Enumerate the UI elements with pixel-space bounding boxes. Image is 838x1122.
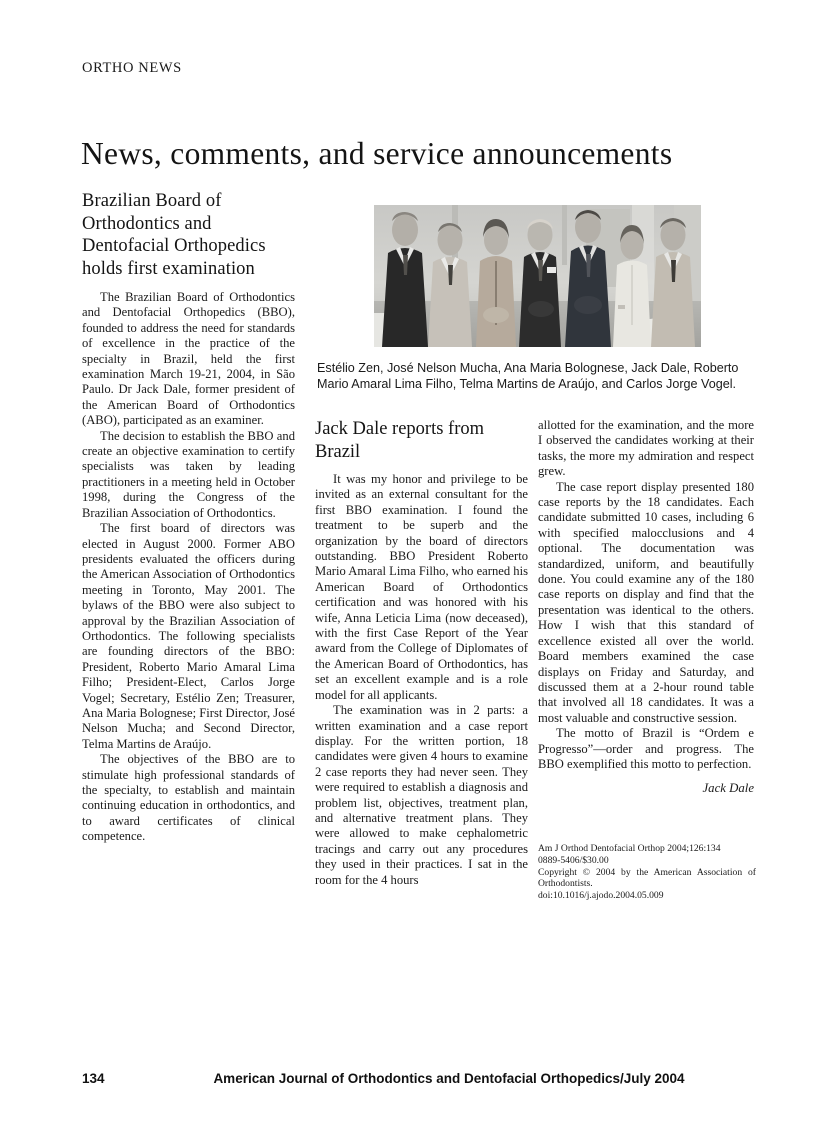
paragraph: The examination was in 2 parts: a written examination and a case report display. For the written portion, 18 candidates were given 4 hours to examine 2 case reports they had never seen. They were required to establish a diagnosis and problem list, objectives, treatment plan, and alternative treatment plans. They were allowed to make cephalometric tracings and carry out any procedures they used in their practices. I sat in the room for the 4 hours bbox=[315, 703, 528, 887]
running-head: ORTHO NEWS bbox=[82, 60, 182, 76]
paragraph: The case report display presented 180 case reports by the 18 candidates. Each candidate submitted 10 cases, including 6 with specified malocclusions and 4 optional. The documentation was standardized, uniform, and beautifully done. You could examine any of the 180 case reports on display and find that the presentation was identical to the others. How I wish that this standard of excellence existed all over the world. Board members examined the case displays on Friday and Saturday, and discussed them at a 2-hour round table that involved all 18 candidates. It was a most valuable and constructive session. bbox=[538, 479, 754, 725]
footer-journal-title: American Journal of Orthodontics and Dentofacial Orthopedics/July 2004 bbox=[213, 1071, 685, 1086]
group-photo-image bbox=[374, 205, 701, 347]
middle-column bbox=[315, 418, 528, 888]
paragraph: The first board of directors was elected in August 2000. Former ABO presidents evaluated the officers during the American Association of Orthodontics meeting in Toronto, May 2001. The bylaws of the BBO were also subject to approval by the Brazilian Association of Orthodontics. The following specialists are founding directors of the BBO: President, Roberto Mario Amaral Lima Filho; President-Elect, Carlos Jorge Vogel; Secretary, Estélio Zen; Treasurer, Ana Maria Bolognese; First Director, José Nelson Mucha; and Second Director, Telma Martins de Araújo. bbox=[82, 521, 295, 751]
group-photo bbox=[374, 205, 701, 347]
paragraph: allotted for the examination, and the more I observed the candidates working at their tasks, the more my admiration and respect grew. bbox=[538, 418, 754, 479]
paragraph: The motto of Brazil is “Ordem e Progresso”—order and progress. The BBO exemplified this motto to perfection. bbox=[538, 726, 754, 771]
left-column-heading: Brazilian Board of Orthodontics and Dentofacial Orthopedics holds first examination bbox=[82, 191, 266, 279]
citation-line-doi: doi:10.1016/j.ajodo.2004.05.009 bbox=[538, 890, 664, 902]
citation-line-reference: Am J Orthod Dentofacial Orthop 2004;126:134 bbox=[538, 843, 721, 854]
citation-block bbox=[538, 843, 756, 902]
paragraph: The objectives of the BBO are to stimulate high professional standards of the specialty, to establish and maintain continuing education in orthodontics, and to award certificates of clinical competence. bbox=[82, 752, 295, 844]
paragraph: It was my honor and privilege to be invited as an external consultant for the first BBO examination. I found the treatment to be superb and the organization by the board of directors outstanding. BBO President Roberto Mario Amaral Lima Filho, who earned his American Board of Orthodontics certification and was honored with his wife, Anna Leticia Lima (now deceased), with the first Case Report of the Year award from the College of Diplomates of the American Board of Orthodontics, has set an excellent example and is a role model for all applicants. bbox=[315, 472, 528, 702]
footer-page-number: 134 bbox=[82, 1071, 105, 1086]
author-signature: Jack Dale bbox=[702, 781, 754, 796]
middle-column-heading: Jack Dale reports from Brazil bbox=[315, 419, 485, 462]
paragraph: The decision to establish the BBO and create an objective examination to certify specialists was taken by leading practitioners in a meeting held in October 1998, during the Congress of the Brazilian Association of Orthodontics. bbox=[82, 428, 295, 520]
citation-line-issn: 0889-5406/$30.00 bbox=[538, 854, 609, 866]
photo-caption: Estélio Zen, José Nelson Mucha, Ana Maria Bolognese, Jack Dale, Roberto Mario Amaral Lima Filho, Telma Martins de Araújo, and Carlos Jorge Vogel. bbox=[317, 361, 739, 391]
page-title: News, comments, and service announcements bbox=[81, 136, 673, 172]
right-column bbox=[538, 418, 754, 797]
paragraph: The Brazilian Board of Orthodontics and Dentofacial Orthopedics (BBO), founded to address the need for standards of excellence in the practice of the specialty in Brazil, held the first examination March 19-21, 2004, in São Paulo. Dr Jack Dale, former president of the American Board of Orthodontics (ABO), participated as an examiner. bbox=[82, 290, 295, 428]
citation-line-copyright: Copyright © 2004 by the American Association of Orthodontists. bbox=[538, 866, 756, 890]
left-column bbox=[82, 190, 295, 845]
